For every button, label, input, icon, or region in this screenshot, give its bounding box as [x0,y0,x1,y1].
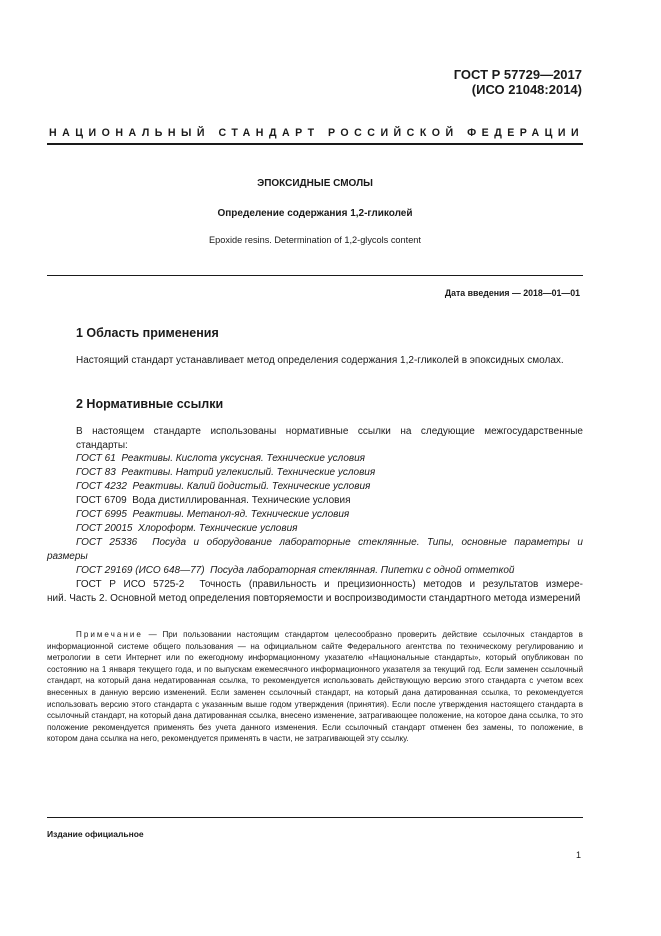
section-2-intro [47,425,583,453]
reference-continuation: размеры [47,551,88,562]
normative-references-list [47,452,583,606]
reference-item: ГОСТ 6709 Вода дистиллированная. Технические условия [76,495,351,506]
reference-item: ГОСТ 20015 Хлороформ. Технические условия [76,523,298,534]
title-rule [47,275,583,276]
document-title: ЭПОКСИДНЫЕ СМОЛЫ [257,178,373,189]
section-1-text [47,354,583,368]
reference-item: ГОСТ 6995 Реактивы. Метанол-яд. Технические условия [76,509,350,520]
reference-item: ГОСТ 4232 Реактивы. Калий йодистый. Технические условия [76,481,371,492]
introduction-date: Дата введения — 2018—01—01 [444,288,580,298]
reference-continuation: ний. Часть 2. Основной метод определения повторяемости и воспроизводимости стандартного метода измерений [47,593,581,604]
national-standard-heading: НАЦИОНАЛЬНЫЙ СТАНДАРТ РОССИЙСКОЙ ФЕДЕРАЦИИ [49,127,585,139]
reference-item: ГОСТ 29169 (ИСО 648—77) Посуда лабораторная стеклянная. Пипетки с одной отметкой [76,565,515,576]
note-text: — При пользовании настоящим стандартом целесообразно проверить действие ссылочных стандартов в информационной системе общего пользования — на официальном сайте Федерального агентства по техническому регулированию и метрологии в сети Интернет или по ежегодному информационному указателю «Национальные стандарты», который опубликован по состоянию на 1 января текущего года, и по выпускам ежемесячного информационного указателя за текущий год. Если заменен ссылочный стандарт, на который дана недатированная ссылка, то рекомендуется использовать действующую версию этого стандарта с учетом всех внесенных в данную версию изменений. Если заменен ссылочный стандарт, на который дана датированная ссылка, то рекомендуется использовать версию этого стандарта с указанным выше годом утверждения (принятия). Если после утверждения настоящего стандарта в ссылочный стандарт, на который дана датированная ссылка, внесено изменение, затрагивающее положение, на которое дана ссылка, то это положение рекомендуется применять без учета данного изменения. Если ссылочный стандарт отменен без замены, то положение, в котором дана ссылка на него, рекомендуется применять в части, не затрагивающей эту ссылку. [47,630,583,744]
gost-number: ГОСТ Р 57729—2017 [453,67,582,82]
document-subtitle: Определение содержания 1,2-гликолей [217,208,413,219]
section-1-heading: 1 Область применения [76,326,219,340]
note-block [47,629,583,745]
note-lead: Примечание [76,630,143,639]
iso-number: (ИСО 21048:2014) [471,82,582,97]
reference-item: ГОСТ Р ИСО 5725-2 Точность (правильность и прецизионность) методов и результатов измере- [76,579,583,590]
document-title-english: Epoxide resins. Determination of 1,2-glycols content [209,235,421,245]
section-1-paragraph: Настоящий стандарт устанавливает метод определения содержания 1,2-гликолей в эпоксидных смолах. [76,355,564,366]
footer-rule [47,817,583,818]
reference-item: ГОСТ 83 Реактивы. Натрий углекислый. Технические условия [76,467,376,478]
section-2-heading: 2 Нормативные ссылки [76,397,224,411]
gost-number-block [454,67,582,97]
page-number: 1 [575,850,581,860]
section-2-intro-paragraph: В настоящем стандарте использованы нормативные ссылки на следующие межгосударственные стандарты: [76,426,583,451]
reference-item: ГОСТ 25336 Посуда и оборудование лабораторные стеклянные. Типы, основные параметры и [76,537,583,548]
header-rule [47,143,583,145]
reference-item: ГОСТ 61 Реактивы. Кислота уксусная. Технические условия [76,453,365,464]
official-edition-label: Издание официальное [47,829,144,839]
